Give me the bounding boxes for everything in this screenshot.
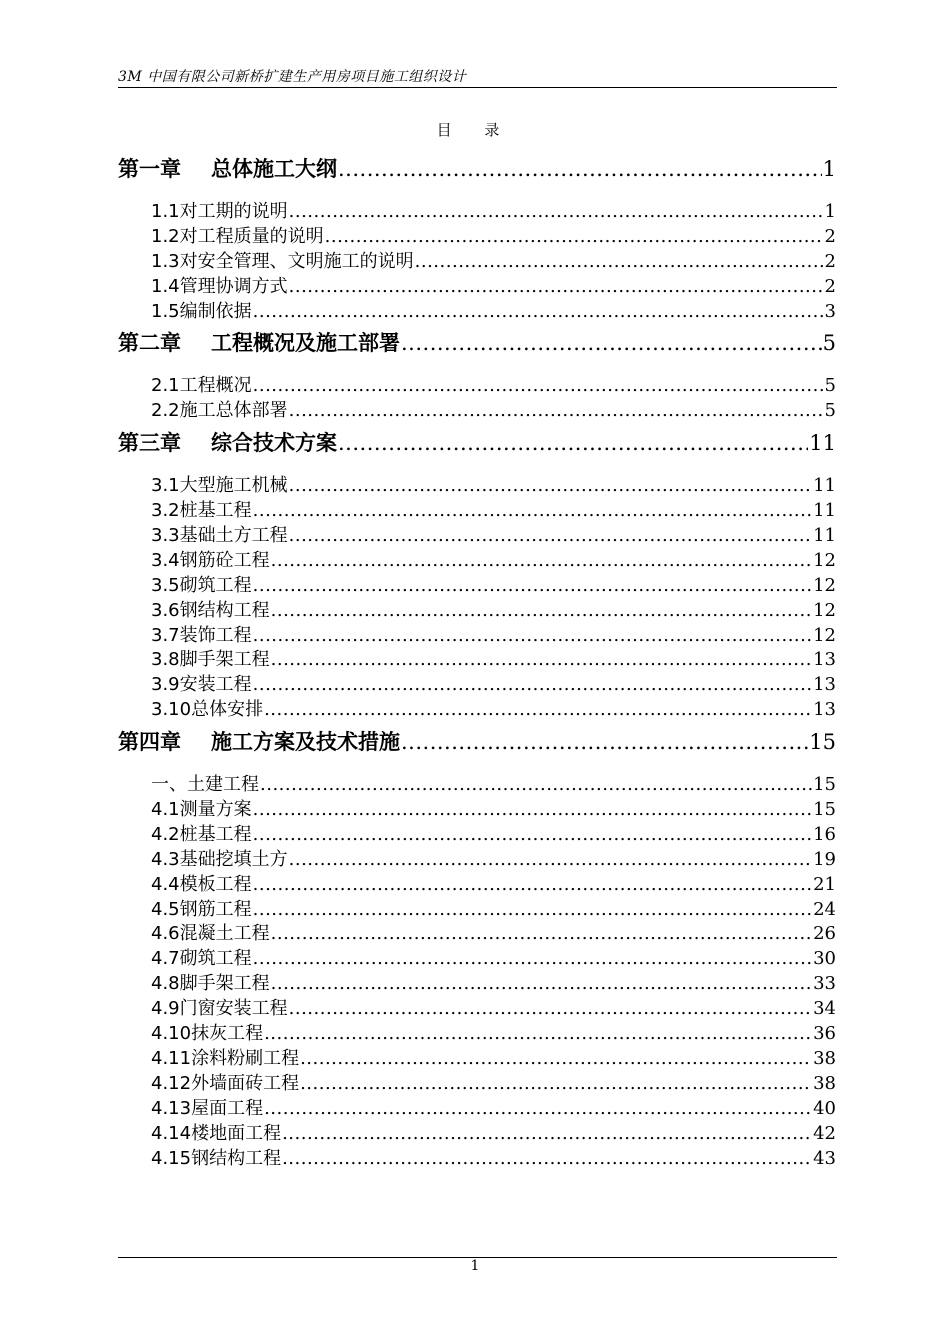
toc-section-entry[interactable]: [118, 798, 836, 823]
section-title: 砌筑工程: [179, 948, 252, 970]
dot-leader: [289, 524, 812, 549]
section-number: 1.1: [151, 201, 180, 222]
section-number: 4.2: [151, 823, 180, 845]
chapter-heading: [118, 150, 337, 188]
section-number: 一、: [151, 774, 187, 796]
section-number: 4.13: [151, 1097, 192, 1119]
section-page-number: 15: [813, 774, 836, 796]
section-number: 1.2: [151, 225, 180, 247]
section-heading: [151, 848, 288, 873]
chapter-title: 施工方案及技术措施: [211, 730, 400, 755]
section-heading: [151, 300, 252, 325]
section-title: 对工程质量的说明: [179, 225, 324, 247]
chapter-title: 总体施工大纲: [211, 157, 337, 181]
chapter-page-number: 5: [822, 331, 836, 356]
section-title: 管理协调方式: [179, 275, 288, 297]
section-title: 测量方案: [179, 799, 252, 821]
toc-section-entry[interactable]: [118, 300, 836, 325]
dot-leader: [264, 1022, 812, 1047]
toc-chapter-entry[interactable]: [118, 324, 836, 362]
dot-leader: [282, 1122, 812, 1147]
section-number: 3.5: [151, 574, 180, 596]
section-title: 安装工程: [179, 674, 252, 696]
dot-leader: [289, 848, 812, 873]
toc-chapter-entry[interactable]: [118, 150, 836, 188]
section-page-number: 11: [813, 475, 836, 497]
dot-leader: [289, 399, 824, 424]
section-title: 钢筋工程: [179, 898, 252, 920]
toc-section-entry[interactable]: [118, 1022, 836, 1047]
section-number: 4.15: [151, 1147, 192, 1169]
chapter-number: 第二章: [118, 331, 181, 356]
section-heading: [151, 947, 252, 972]
dot-leader: [271, 972, 812, 997]
section-heading: [151, 698, 263, 723]
section-heading: [151, 250, 414, 275]
page-number: 1: [470, 1258, 480, 1274]
section-heading: [151, 1122, 281, 1147]
dot-leader: [253, 300, 824, 325]
toc-section-entry[interactable]: [118, 624, 836, 649]
section-title: 脚手架工程: [179, 973, 270, 995]
toc-section-entry[interactable]: [118, 399, 836, 424]
chapter-title: 综合技术方案: [211, 431, 337, 456]
section-heading: [151, 1097, 263, 1122]
toc-title: 目 录: [436, 121, 514, 139]
section-title: 钢结构工程: [191, 1147, 282, 1169]
section-page-number: 13: [813, 649, 836, 671]
toc-section-entry[interactable]: [118, 1097, 836, 1122]
section-heading: [151, 823, 252, 848]
dot-leader: [289, 200, 824, 225]
dot-leader: [271, 549, 812, 574]
section-number: 4.5: [151, 898, 180, 920]
chapter-heading: [118, 424, 337, 462]
chapter-page-number: 1: [822, 157, 836, 181]
section-title: 基础挖填土方: [179, 848, 288, 870]
section-heading: [151, 374, 252, 399]
section-number: 4.11: [151, 1047, 192, 1069]
toc-section-entry[interactable]: [118, 1122, 836, 1147]
section-number: 3.2: [151, 500, 180, 522]
section-number: 1.4: [151, 275, 180, 297]
section-title: 门窗安装工程: [179, 998, 288, 1020]
section-title: 施工总体部署: [179, 400, 288, 422]
section-page-number: 38: [813, 1072, 836, 1094]
section-heading: [151, 499, 252, 524]
section-heading: [151, 599, 270, 624]
section-page-number: 19: [813, 848, 836, 870]
toc-section-entry[interactable]: [118, 673, 836, 698]
dot-leader: [300, 1047, 812, 1072]
section-title: 抹灰工程: [191, 1023, 264, 1045]
dot-leader: [271, 922, 812, 947]
chapter-number: 第三章: [118, 431, 181, 456]
chapter-page-number: 11: [809, 431, 836, 456]
dot-leader: [338, 150, 822, 188]
toc-section-entry[interactable]: [118, 947, 836, 972]
section-page-number: 42: [813, 1122, 836, 1144]
toc-section-entry[interactable]: [118, 898, 836, 923]
section-title: 土建工程: [187, 774, 259, 796]
toc-section-entry[interactable]: [118, 549, 836, 574]
chapter-number: 第四章: [118, 730, 181, 755]
toc-section-entry[interactable]: [118, 873, 836, 898]
toc-section-entry[interactable]: [118, 374, 836, 399]
toc-section-entry[interactable]: [118, 1072, 836, 1097]
dot-leader: [338, 424, 808, 462]
toc-section-entry[interactable]: [118, 499, 836, 524]
section-page-number: 2: [824, 275, 836, 297]
chapter-page-number: 15: [809, 730, 836, 755]
toc-section-entry[interactable]: [118, 1147, 836, 1172]
section-title: 屋面工程: [191, 1097, 264, 1119]
dot-leader: [253, 374, 824, 399]
table-of-contents: [118, 150, 836, 1171]
section-title: 桩基工程: [179, 500, 252, 522]
section-heading: [151, 225, 324, 250]
section-heading: [151, 275, 288, 300]
toc-section-entry[interactable]: [118, 972, 836, 997]
section-page-number: 12: [813, 599, 836, 621]
dot-leader: [253, 873, 812, 898]
section-number: 3.7: [151, 624, 180, 646]
section-number: 4.12: [151, 1072, 192, 1094]
section-number: 4.9: [151, 998, 180, 1020]
dot-leader: [289, 474, 812, 499]
section-heading: [151, 972, 270, 997]
section-number: 2.1: [151, 375, 180, 397]
toc-section-entry[interactable]: [118, 648, 836, 673]
section-page-number: 15: [813, 799, 836, 821]
section-number: 4.6: [151, 923, 180, 945]
section-number: 3.6: [151, 599, 180, 621]
section-number: 4.10: [151, 1023, 192, 1045]
dot-leader: [264, 1097, 812, 1122]
section-page-number: 33: [813, 973, 836, 995]
toc-section-entry[interactable]: [118, 574, 836, 599]
section-title: 桩基工程: [179, 823, 252, 845]
section-title: 基础土方工程: [179, 525, 288, 547]
section-title: 脚手架工程: [179, 649, 270, 671]
dot-leader: [264, 698, 812, 723]
toc-section-entry[interactable]: [118, 474, 836, 499]
section-page-number: 21: [813, 873, 836, 895]
section-title: 外墙面砖工程: [191, 1072, 300, 1094]
dot-leader: [253, 574, 812, 599]
dot-leader: [253, 624, 812, 649]
toc-section-entry[interactable]: [118, 1047, 836, 1072]
section-number: 4.1: [151, 799, 180, 821]
section-heading: [151, 1147, 281, 1172]
section-heading: [151, 922, 270, 947]
section-heading: [151, 574, 252, 599]
section-page-number: 43: [813, 1147, 836, 1169]
section-page-number: 13: [813, 699, 836, 721]
section-number: 1.3: [151, 250, 180, 272]
section-title: 砌筑工程: [179, 574, 252, 596]
section-heading: [151, 673, 252, 698]
dot-leader: [253, 499, 812, 524]
toc-section-entry[interactable]: [118, 997, 836, 1022]
section-heading: [151, 524, 288, 549]
section-page-number: 16: [813, 823, 836, 845]
section-heading: [151, 399, 288, 424]
toc-section-entry[interactable]: [118, 773, 836, 798]
section-number: 4.7: [151, 948, 180, 970]
dot-leader: [415, 250, 824, 275]
section-heading: [151, 549, 270, 574]
section-page-number: 36: [813, 1023, 836, 1045]
section-title: 编制依据: [179, 300, 252, 322]
toc-section-entry[interactable]: [118, 250, 836, 275]
dot-leader: [300, 1072, 812, 1097]
toc-section-entry[interactable]: [118, 698, 836, 723]
dot-leader: [289, 275, 824, 300]
section-page-number: 38: [813, 1047, 836, 1069]
section-title: 楼地面工程: [191, 1122, 282, 1144]
section-page-number: 11: [813, 500, 836, 522]
section-page-number: 11: [813, 525, 836, 547]
toc-section-entry[interactable]: [118, 275, 836, 300]
section-heading: [151, 474, 288, 499]
toc-section-entry[interactable]: [118, 823, 836, 848]
section-number: 3.8: [151, 649, 180, 671]
section-number: 3.3: [151, 525, 180, 547]
section-heading: [151, 997, 288, 1022]
section-page-number: 12: [813, 549, 836, 571]
section-title: 钢结构工程: [179, 599, 270, 621]
toc-section-entry[interactable]: [118, 200, 836, 225]
section-page-number: 26: [813, 923, 836, 945]
header-rule: [118, 87, 837, 88]
toc-section-entry[interactable]: [118, 922, 836, 947]
section-heading: [151, 1072, 299, 1097]
chapter-heading: [118, 324, 400, 362]
section-number: 3.1: [151, 475, 180, 497]
section-heading: [151, 648, 270, 673]
section-number: 2.2: [151, 400, 180, 422]
section-title: 装饰工程: [179, 624, 252, 646]
chapter-title: 工程概况及施工部署: [211, 331, 400, 356]
section-heading: [151, 798, 252, 823]
running-header: 3M 中国有限公司新桥扩建生产用房项目施工组织设计: [118, 69, 467, 85]
toc-section-entry[interactable]: [118, 599, 836, 624]
dot-leader: [253, 898, 812, 923]
dot-leader: [289, 997, 812, 1022]
section-title: 工程概况: [179, 375, 252, 397]
section-title: 对安全管理、文明施工的说明: [179, 250, 414, 272]
chapter-heading: [118, 723, 400, 761]
section-page-number: 30: [813, 948, 836, 970]
toc-section-entry[interactable]: [118, 225, 836, 250]
dot-leader: [282, 1147, 812, 1172]
toc-section-entry[interactable]: [118, 848, 836, 873]
section-title: 总体安排: [191, 699, 264, 721]
section-page-number: 5: [824, 400, 836, 422]
dot-leader: [401, 324, 822, 362]
section-title: 钢筋砼工程: [179, 549, 270, 571]
section-title: 大型施工机械: [179, 475, 288, 497]
section-number: 4.8: [151, 973, 180, 995]
toc-chapter-entry[interactable]: [118, 723, 836, 761]
section-number: 4.14: [151, 1122, 192, 1144]
section-heading: [151, 1022, 263, 1047]
section-heading: [151, 773, 259, 798]
section-page-number: 34: [813, 998, 836, 1020]
section-number: 3.4: [151, 549, 180, 571]
section-number: 3.9: [151, 674, 180, 696]
toc-section-entry[interactable]: [118, 524, 836, 549]
dot-leader: [325, 225, 824, 250]
section-page-number: 5: [824, 375, 836, 397]
dot-leader: [253, 823, 812, 848]
section-number: 1.5: [151, 300, 180, 322]
section-title: 混凝土工程: [179, 923, 270, 945]
section-page-number: 1: [824, 201, 836, 222]
dot-leader: [253, 947, 812, 972]
dot-leader: [253, 673, 812, 698]
toc-chapter-entry[interactable]: [118, 424, 836, 462]
dot-leader: [401, 723, 808, 761]
section-page-number: 13: [813, 674, 836, 696]
section-page-number: 12: [813, 574, 836, 596]
dot-leader: [271, 648, 812, 673]
section-number: 3.10: [151, 699, 192, 721]
dot-leader: [271, 599, 812, 624]
section-page-number: 2: [824, 225, 836, 247]
section-title: 涂料粉刷工程: [191, 1047, 300, 1069]
section-title: 对工期的说明: [179, 201, 288, 222]
chapter-number: 第一章: [118, 157, 181, 181]
section-page-number: 40: [813, 1097, 836, 1119]
section-number: 4.3: [151, 848, 180, 870]
section-number: 4.4: [151, 873, 180, 895]
section-heading: [151, 898, 252, 923]
section-page-number: 12: [813, 624, 836, 646]
section-page-number: 2: [824, 250, 836, 272]
section-page-number: 3: [824, 300, 836, 322]
section-heading: [151, 200, 288, 225]
section-page-number: 24: [813, 898, 836, 920]
dot-leader: [260, 773, 812, 798]
section-heading: [151, 873, 252, 898]
section-title: 模板工程: [179, 873, 252, 895]
dot-leader: [253, 798, 812, 823]
section-heading: [151, 1047, 299, 1072]
section-heading: [151, 624, 252, 649]
